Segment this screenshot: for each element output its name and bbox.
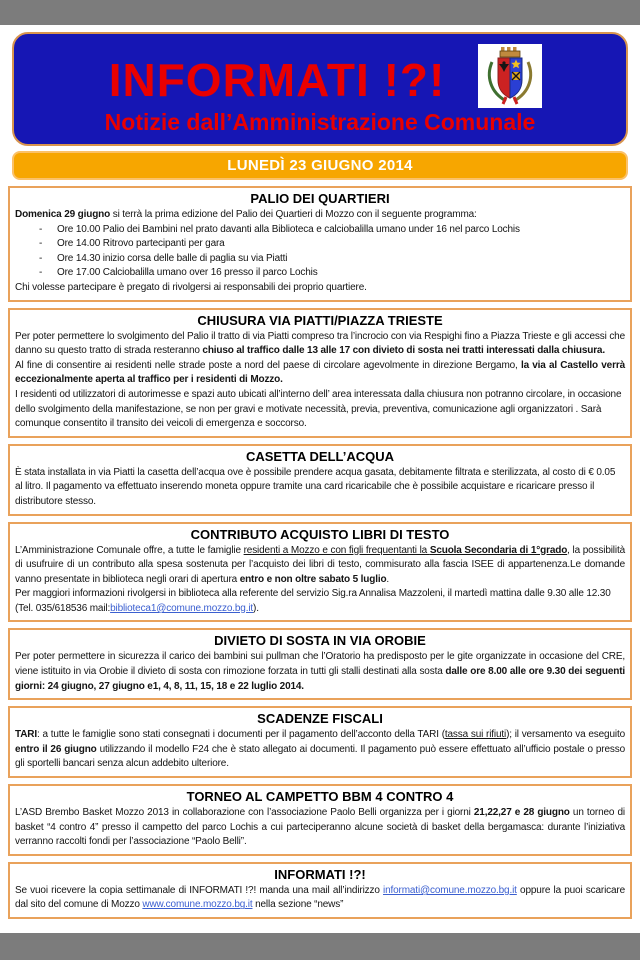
text-run: Chi volesse partecipare è pregato di rivolgersi ai responsabili dei proprio quartiere. <box>15 281 367 293</box>
text-run: . <box>386 573 390 585</box>
text-run: Per maggiori informazioni rivolgersi in biblioteca alla referente del servizio Sig.ra Annalisa Mazzoleni, il martedì mattina dalle 9.30 alle 12.30 (Tel. 035/618536 mail: <box>15 588 611 614</box>
date-banner: LUNEDÌ 23 GIUGNO 2014 <box>12 151 628 180</box>
text-run: oppure la puoi scaricare dal sito del comune di Mozzo <box>15 884 625 911</box>
municipal-coat-of-arms-icon <box>478 44 542 108</box>
sections-container <box>8 186 632 919</box>
text-run: Al fine di consentire ai residenti nelle strade poste a nord del paese di circolare agevolmente in direzione Bergamo, <box>15 359 521 371</box>
library-email-link[interactable]: biblioteca1@comune.mozzo.bg.it <box>110 602 254 614</box>
text-run: Scuola Secondaria di 1°grado <box>429 544 568 556</box>
text-run: 21,22,27 e 28 giugno <box>473 807 570 819</box>
text-run: utilizzando il modello F24 che è stato allegato ai documenti. Il pagamento può essere effettuato all’ufficio postale o presso gli sportelli bancari senza alcun addebito ulteriore. <box>15 743 625 770</box>
section-torneo-campetto-bbm <box>8 784 632 856</box>
section-body <box>15 208 625 296</box>
website-link[interactable]: www.comune.mozzo.bg.it <box>142 899 253 911</box>
text-run: L’ASD Brembo Basket Mozzo 2013 in collaborazione con l’associazione Paolo Belli organizza per i giorni <box>15 807 474 819</box>
section-contributo-libri-di-testo <box>8 522 632 623</box>
text-run: la via al Castello verrà eccezionalmente aperta al traffico per i residenti di Mozzo. <box>15 359 625 386</box>
paragraph <box>15 208 625 223</box>
section-chiusura-via-piatti <box>8 308 632 438</box>
paragraph <box>15 544 625 588</box>
text-run: I residenti od utilizzatori di autorimesse e spazi auto ubicati all’interno dell’ area interessata dalla chiusura non potranno circolare, in occasione dello svolgimento della manifestazione, se non per gravi e motivate necessità, previa, preventiva, comunicazione agli organizzatori . Sarà comunque consentito il transito dei veicoli di emergenza e soccorso. <box>15 388 622 430</box>
section-body <box>15 330 625 432</box>
section-scadenze-fiscali <box>8 706 632 778</box>
paragraph <box>15 650 625 694</box>
section-body <box>15 728 625 772</box>
section-title: TORNEO AL CAMPETTO BBM 4 CONTRO 4 <box>186 789 454 805</box>
paragraph <box>15 806 625 850</box>
section-title: CHIUSURA VIA PIATTI/PIAZZA TRIESTE <box>197 312 443 328</box>
text-run: nella sezione “news” <box>252 899 344 911</box>
text-run: Ore 14.00 Ritrovo partecipanti per gara <box>57 238 225 250</box>
newsletter-subtitle: Notizie dall’Amministrazione Comunale <box>104 109 536 135</box>
section-informati-subscribe <box>8 862 632 919</box>
text-run: Domenica 29 giugno <box>15 209 111 220</box>
text-run: residenti a Mozzo e con figli frequentanti la <box>243 544 430 556</box>
text-run: Ore 17.00 Calciobalilla umano over 16 presso il parco Lochis <box>57 267 318 279</box>
paragraph <box>15 330 625 359</box>
text-run: dalle ore 8.00 alle ore 9.30 dei seguenti giorni: 24 giugno, 27 giugno e1, 4, 8, 11, 15, 18 e 22 luglio 2014. <box>15 666 626 692</box>
newsletter-header <box>12 32 628 146</box>
section-title: PALIO DEI QUARTIERI <box>250 191 390 206</box>
paragraph <box>15 281 625 296</box>
section-body <box>15 806 625 850</box>
section-title: SCADENZE FISCALI <box>257 711 383 727</box>
list-item <box>15 237 625 252</box>
list-item <box>15 266 625 281</box>
text-run: entro il 26 giugno <box>15 743 97 755</box>
text-run: si terrà la prima edizione del Palio dei Quartieri di Mozzo con il seguente programma: <box>110 209 477 220</box>
text-run: TARI <box>15 729 37 741</box>
paragraph <box>15 388 625 432</box>
text-run: chiuso al traffico dalle 13 alle 17 con divieto di sosta nei tratti interessati dalla chiusura. <box>202 345 605 357</box>
text-run: entro e non oltre sabato 5 luglio <box>239 573 387 585</box>
text-run: Per poter permettere lo svolgimento del Palio il tratto di via Piatti compreso tra l’incrocio con via Respighi fino a Piazza Trieste e gli accessi che danno su questo tratto di strada resteranno <box>15 330 625 357</box>
section-title: CONTRIBUTO ACQUISTO LIBRI DI TESTO <box>190 526 450 542</box>
paragraph <box>15 587 625 616</box>
text-run: È stata installata in via Piatti la casetta dell’acqua ove è possibile prendere acqua gasata, debitamente filtrata e sterilizzata, al costo di € 0.05 al litro. Il pagamento va effettuato inserendo moneta oppure tramite una card ricaricabile che è possibile acquistare e ricaricare presso il distributore stesso. <box>15 466 616 507</box>
paragraph <box>15 728 625 772</box>
section-palio-dei-quartieri <box>8 186 632 302</box>
list-item <box>15 252 625 267</box>
paragraph <box>15 466 625 510</box>
section-casetta-dell-acqua <box>8 444 632 516</box>
paragraph <box>15 884 625 913</box>
text-run: ); il versamento va eseguito <box>506 729 625 741</box>
newsletter-title: INFORMATI !?! <box>108 54 446 106</box>
text-run: tassa sui rifiuti <box>444 729 507 741</box>
section-title: INFORMATI !?! <box>274 866 366 882</box>
paragraph <box>15 359 625 388</box>
section-body <box>15 650 625 694</box>
section-body <box>15 544 625 617</box>
list-item <box>15 223 625 238</box>
section-title: CASETTA DELL’ACQUA <box>245 448 395 464</box>
section-divieto-di-sosta-via-orobie <box>8 628 632 700</box>
newsletter-page <box>0 25 640 933</box>
text-run: ). <box>253 602 259 614</box>
text-run: Ore 14.30 inizio corsa delle balle di paglia su via Piatti <box>57 252 288 264</box>
text-run: : a tutte le famiglie sono stati consegnati i documenti per il pagamento dell’acconto della TARI ( <box>37 729 445 741</box>
text-run: , la possibilità di usufruire di un contributo alla spesa sostenuta per l’acquisto dei libri di testo, commisurato alla fascia ISEE di appartenenza.Le domande vanno presentate in biblioteca negli orari di apertura <box>15 544 625 585</box>
text-run: Per poter permettere in sicurezza il carico dei bambini sui pullman che l’Oratorio ha predisposto per le gite organizzate in occasione del CRE, viene istituito in via Orobie il divieto di sosta con rimozione forzata in tutti gli stalli destinati alla sosta <box>15 651 625 678</box>
section-body <box>15 884 625 913</box>
text-run: Ore 10.00 Palio dei Bambini nel prato davanti alla Biblioteca e calciobalilla umano under 16 nel parco Lochis <box>57 223 520 235</box>
text-run: L’Amministrazione Comunale offre, a tutte le famiglie <box>15 544 244 556</box>
newsletter-email-link[interactable]: informati@comune.mozzo.bg.it <box>383 884 517 896</box>
section-body <box>15 466 625 510</box>
text-run: Se vuoi ricevere la copia settimanale di INFORMATI !?! manda una mail all’indirizzo <box>15 884 384 896</box>
text-run: un torneo di basket “4 contro 4” presso il campetto del parco Lochis a cui parteciperanno alcune società di basket della bergamasca: durante l’iniziativa verranno raccolti fondi per l’associazione “Paolo Belli”. <box>15 807 625 848</box>
section-title: DIVIETO DI SOSTA IN VIA OROBIE <box>214 633 426 649</box>
